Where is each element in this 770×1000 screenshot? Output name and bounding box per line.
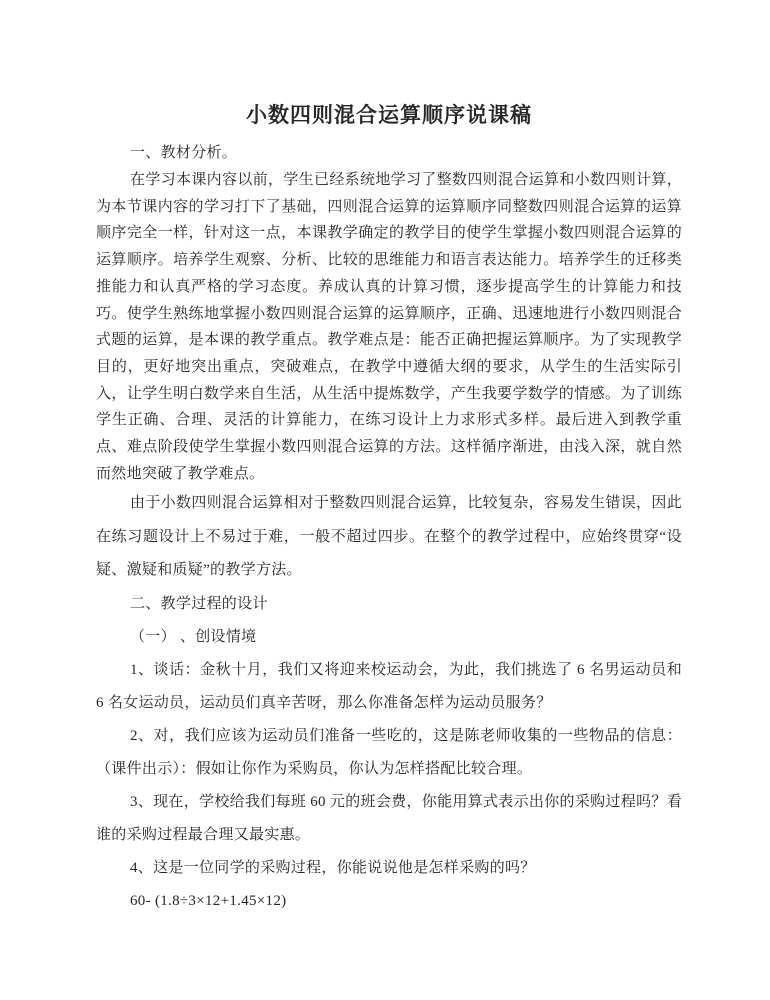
list-item-3-class-fund: 3、现在，学校给我们每班 60 元的班会费，你能用算式表示出你的采购过程吗？看谁的采购过程最合理又最实惠。 [96, 793, 682, 843]
list-item-4-purchase-process: 4、这是一位同学的采购过程，你能说说他是怎样采购的吗？ [130, 859, 536, 876]
section-heading-material-analysis: 一、教材分析。 [130, 145, 238, 161]
paragraph-difficulty-note: 由于小数四则混合运算相对于整数四则混合运算，比较复杂，容易发生错误，因此在练习题设计上不易过于难，一般不超过四步。在整个的教学过程中，应始终贯穿“设疑、激疑和质疑”的教学方法。 [96, 495, 682, 579]
paragraph-material-analysis: 在学习本课内容以前，学生已经系统地学习了整数四则混合运算和小数四则计算，为本节课内容的学习打下了基础，四则混合运算的运算顺序同整数四则混合运算的运算顺序完全一样，针对这一点，本课教学确定的教学目的使学生掌握小数四则混合运算的运算顺序。培养学生观察、分析、比较的思维能力和语言表达能力。培养学生的迁移类推能力和认真严格的学习态度。养成认真的计算习惯，逐步提高学生的计算能力和技巧。使学生熟练地掌握小数四则混合运算的运算顺序，正确、迅速地进行小数四则混合式题的运算，是本课的教学重点。教学难点是：能否正确把握运算顺序。为了实现教学目的，更好地突出重点，突破难点，在教学中遵循大纲的要求，从学生的生活实际引入，让学生明白数学来自生活，从生活中提炼数学，产生我要学数学的情感。为了训练学生正确、合理、灵活的计算能力，在练习设计上力求形式多样。最后进入到教学重点、难点阶段使学生掌握小数四则混合运算的方法。这样循序渐进，由浅入深，就自然而然地突破了教学难点。 [96, 172, 682, 482]
subsection-heading-create-situation: （一） 、创设情境 [130, 628, 257, 645]
section-heading-teaching-process: 二、教学过程的设计 [130, 595, 268, 612]
list-item-2-prepare-food: 2、对，我们应该为运动员们准备一些吃的，这是陈老师收集的一些物品的信息：（课件出示）：假如让你作为采购员，你认为怎样搭配比较合理。 [96, 727, 682, 777]
math-expression: 60- (1.8÷3×12+1.45×12) [130, 892, 287, 909]
document-title: 小数四则混合运算顺序说课稿 [246, 103, 532, 127]
list-item-1-talk: 1、谈话：金秋十月，我们又将迎来校运动会，为此，我们挑选了 6 名男运动员和 6 名女运动员，运动员们真辛苦呀，那么你准备怎样为运动员服务？ [96, 661, 682, 711]
